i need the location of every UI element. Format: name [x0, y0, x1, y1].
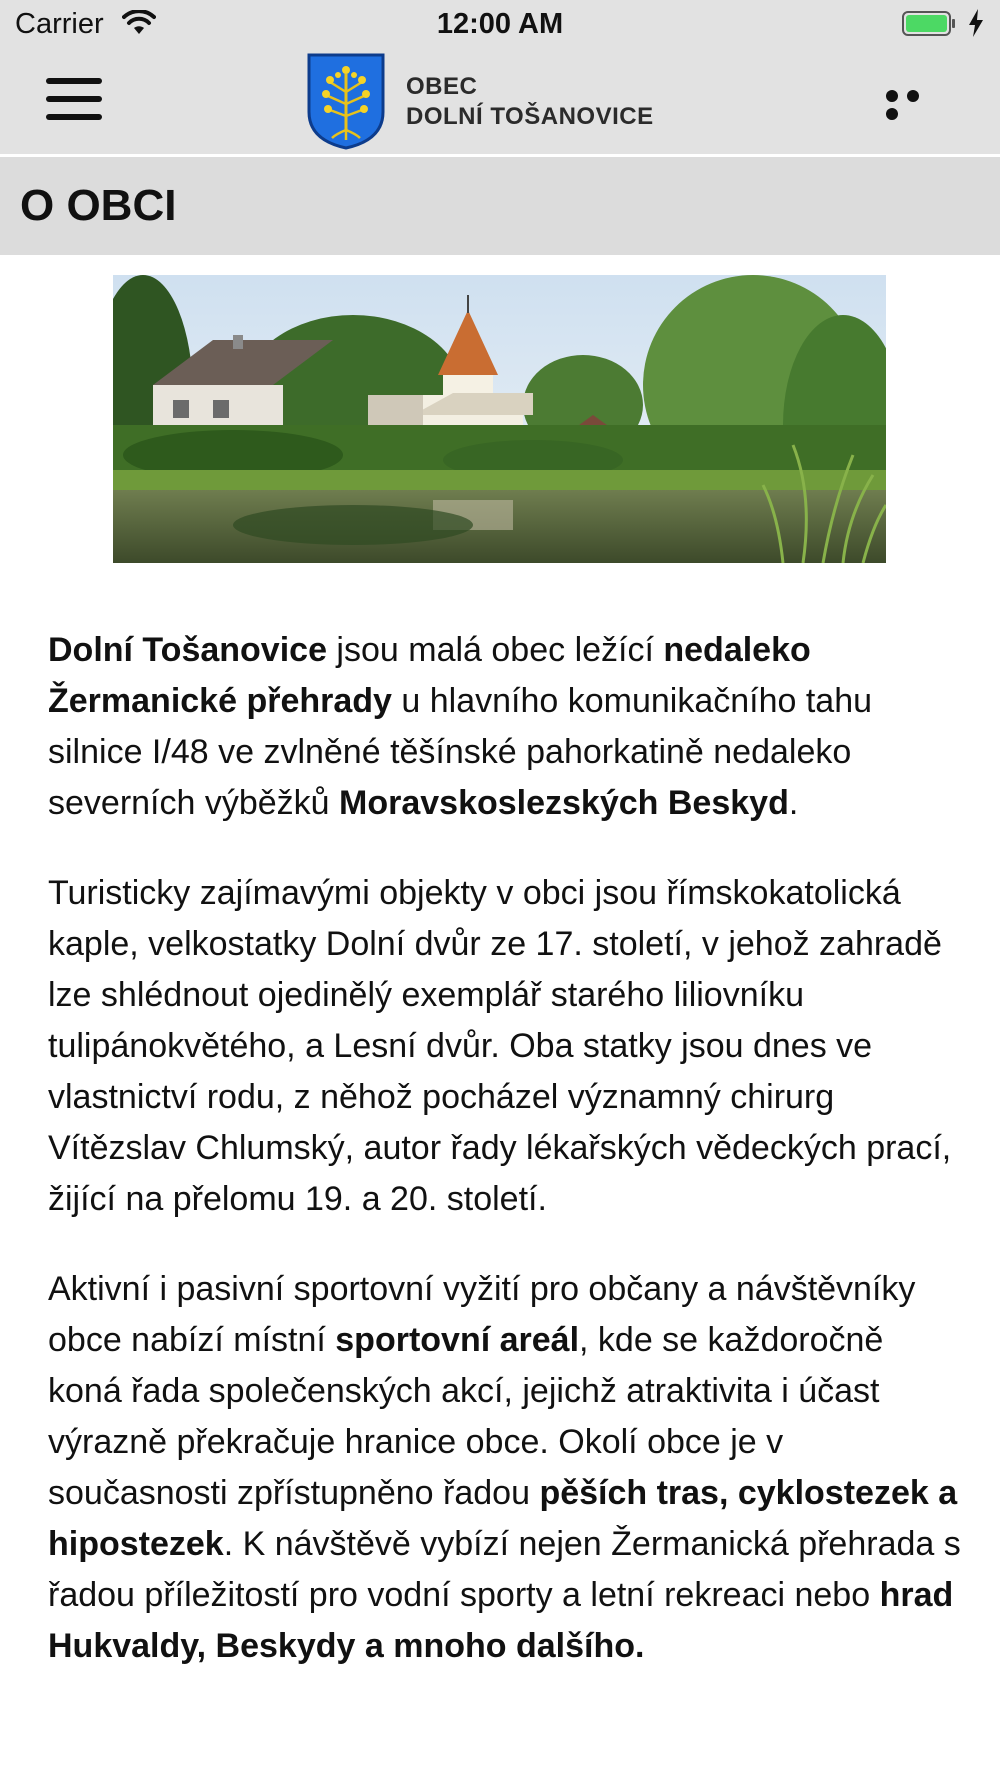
text-run: . K návštěvě vybízí nejen Žermanická přehrada s řadou příležitostí pro vodní sporty a letní rekreaci nebo	[48, 1525, 961, 1614]
brand-line-1: OBEC	[406, 73, 478, 100]
clock: 12:00 AM	[436, 8, 564, 40]
bold-phrase: nedaleko Žermanické přehrady	[48, 631, 811, 720]
bold-phrase: pěších tras, cyklostezek a hipostezek	[48, 1474, 958, 1563]
text-run: u hlavního komunikačního tahu silnice I/48 ve zvlněné těšínské pahorkatině nedaleko severních výběžků	[48, 682, 873, 822]
more-dots-icon[interactable]	[886, 89, 944, 111]
bold-phrase: Dolní Tošanovice	[48, 631, 327, 669]
page-title: O OBCI	[20, 181, 177, 230]
text-run: .	[788, 784, 799, 822]
battery-icon	[902, 11, 956, 36]
brand-name	[406, 72, 654, 132]
article-body	[48, 625, 963, 1711]
article-paragraph-2	[48, 868, 963, 1225]
bold-phrase: sportovní areál	[335, 1321, 580, 1359]
text-run: jsou malá obec ležící	[326, 631, 664, 669]
village-photo	[113, 275, 886, 563]
text-run: Turisticky zajímavými objekty v obci jsou římskokatolická kaple, velkostatky Dolní dvůr ze 17. století, v jehož zahradě lze shlédnout ojedinělý exemplář starého liliovníku tulipánokvětého, a Lesní dvůr. Oba statky jsou dnes ve vlastnictví rodu, z něhož pocházel významný chirurg Vítězslav Chlumský, autor řady lékařských vědeckých prací, žijící na přelomu 19. a 20. století.	[48, 874, 952, 1218]
bold-phrase: hrad Hukvaldy, Beskydy a mnoho dalšího.	[48, 1576, 954, 1665]
coat-of-arms-logo[interactable]	[306, 52, 386, 150]
charging-bolt-icon	[968, 9, 984, 37]
carrier-label: Carrier	[15, 8, 104, 40]
text-run: Aktivní i pasivní sportovní vyžití pro občany a návštěvníky obce nabízí místní	[48, 1270, 916, 1359]
hamburger-menu-icon[interactable]	[46, 78, 102, 122]
bold-phrase: Moravskoslezských Beskyd	[339, 784, 789, 822]
text-run: , kde se každoročně koná řada společenských akcí, jejichž atraktivita i účast výrazně překračuje hranice obce. Okolí obce je v současnosti zpřístupněno řadou	[48, 1321, 884, 1512]
brand-line-2: DOLNÍ TOŠANOVICE	[406, 103, 654, 130]
article-paragraph-1	[48, 625, 963, 829]
section-header	[0, 157, 1000, 255]
nav-bar	[0, 50, 1000, 157]
status-bar	[0, 0, 1000, 50]
article-paragraph-3	[48, 1264, 963, 1672]
